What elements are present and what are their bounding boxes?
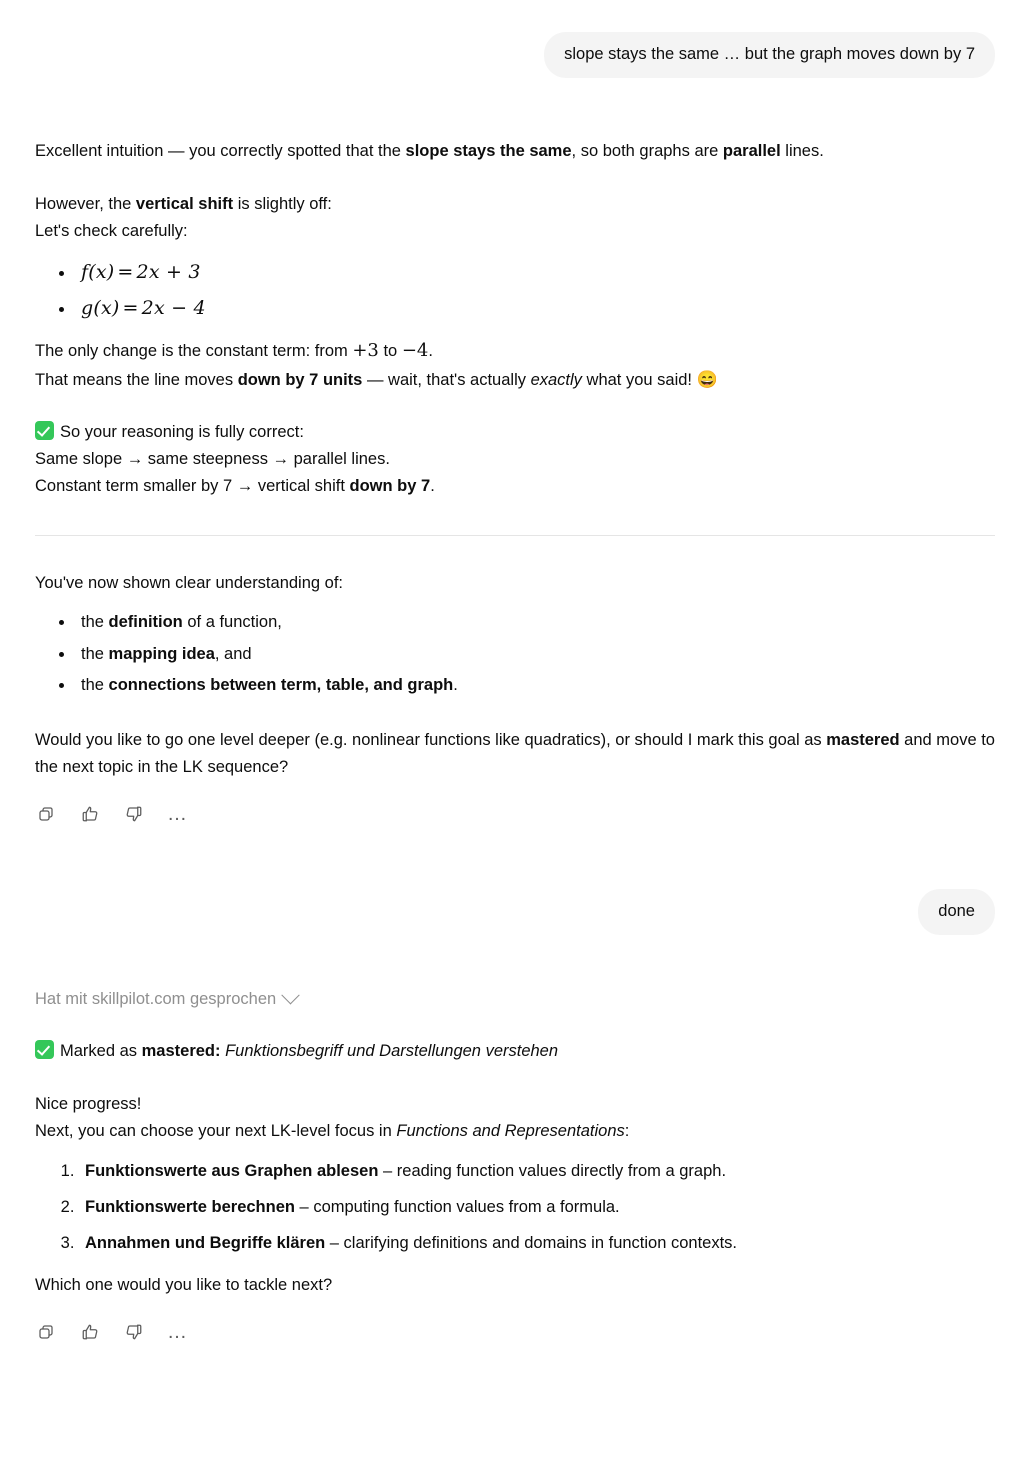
closing-bold: mastered [826, 731, 900, 750]
marked-goal-title: Funktionsbegriff und Darstellungen verstehen [220, 1042, 559, 1061]
means-text-3: what you said! [581, 370, 697, 389]
user-message-bubble[interactable]: slope stays the same … but the graph moves down by 7 [544, 32, 995, 78]
closing-text-1: Would you like to go one level deeper (e.g. nonlinear functions like quadratics), or should I mark this goal as [35, 731, 827, 750]
constant-to-value: −4 [401, 340, 429, 362]
means-bold: down by 7 units [237, 370, 363, 389]
understanding-bold: definition [108, 613, 183, 632]
section-divider [35, 535, 995, 536]
function-list [35, 254, 995, 326]
constant-text-2: to [378, 342, 402, 361]
means-text-2: — wait, that's actually [362, 370, 531, 389]
list-item [75, 670, 995, 701]
next-text-1: Next, you can choose your next LK-level focus in [35, 1121, 397, 1140]
list-item[interactable] [79, 1190, 995, 1226]
conversation-container [35, 0, 995, 1343]
however-text-1: However, the [35, 194, 136, 213]
understanding-pre: the [81, 613, 109, 632]
means-paragraph [35, 366, 995, 394]
constant-shift-line [35, 473, 995, 500]
understanding-bold: mapping idea [108, 644, 215, 663]
intro-bold-parallel: parallel [722, 142, 781, 161]
same-slope-line: Same slope → same steepness → parallel lines. [35, 450, 390, 469]
option-description: – computing function values from a formula. [294, 1198, 620, 1217]
assistant-message-1 [35, 78, 995, 825]
marked-text: Marked as [60, 1042, 142, 1061]
user-message-row [35, 889, 995, 935]
marked-bold: mastered: [141, 1042, 221, 1061]
nice-progress-line: Nice progress! [35, 1095, 142, 1114]
list-item [75, 290, 995, 326]
more-options-icon[interactable]: … [167, 802, 188, 825]
thumbs-down-icon[interactable] [123, 803, 145, 825]
constant-term-paragraph [35, 336, 995, 365]
means-text-1: That means the line moves [35, 370, 238, 389]
user-message-row [35, 32, 995, 78]
list-item [75, 639, 995, 670]
understanding-pre: the [81, 644, 109, 663]
understanding-post: , and [214, 644, 252, 663]
constant-text-1: The only change is the constant term: from [35, 342, 353, 361]
shift-text-1: Constant term smaller by 7 → vertical shift [35, 476, 350, 495]
tool-label: Hat mit skillpilot.com gesprochen [35, 989, 277, 1008]
message-actions-1 [35, 803, 995, 825]
user-message-bubble[interactable]: done [918, 889, 995, 935]
thumbs-up-icon[interactable] [79, 1321, 101, 1343]
intro-text-2: , so both graphs are [571, 142, 723, 161]
option-description: – reading function values directly from a graph. [378, 1162, 727, 1181]
next-focus-line [35, 1118, 995, 1145]
formula-f: f(x) = 2x + 3 [81, 261, 201, 284]
green-check-icon [35, 1040, 54, 1059]
means-italic: exactly [530, 370, 582, 389]
however-bold: vertical shift [135, 194, 234, 213]
understanding-pre: the [81, 675, 109, 694]
marked-mastered-line [35, 1038, 995, 1065]
constant-from-value: +3 [352, 340, 379, 362]
option-title: Annahmen und Begriffe klären [85, 1234, 326, 1253]
thumbs-down-icon[interactable] [123, 1321, 145, 1343]
shift-bold: down by 7 [349, 476, 431, 495]
understanding-intro: You've now shown clear understanding of: [35, 574, 343, 593]
thumbs-up-icon[interactable] [79, 803, 101, 825]
list-item [75, 254, 995, 290]
understanding-list [35, 607, 995, 701]
chevron-down-icon[interactable] [281, 986, 299, 1004]
green-check-icon [35, 421, 54, 440]
next-topic-italic: Functions and Representations [396, 1121, 625, 1140]
copy-icon[interactable] [35, 803, 57, 825]
list-item[interactable] [79, 1154, 995, 1190]
understanding-post: of a function, [182, 613, 282, 632]
copy-icon[interactable] [35, 1321, 57, 1343]
formula-g: g(x) = 2x − 4 [81, 297, 206, 320]
more-options-icon[interactable]: … [167, 1321, 188, 1344]
intro-text-3: lines. [780, 142, 824, 161]
option-description: – clarifying definitions and domains in function contexts. [325, 1234, 738, 1253]
message-actions-2 [35, 1321, 995, 1343]
however-text-2: is slightly off: [233, 194, 332, 213]
closing-question [35, 727, 995, 780]
final-question: Which one would you like to tackle next? [35, 1276, 333, 1295]
tool-disclosure-toggle[interactable] [35, 987, 297, 1013]
shift-text-2: . [430, 476, 435, 495]
check-carefully-line: Let's check carefully: [35, 221, 188, 240]
constant-text-3: . [428, 342, 433, 361]
intro-text-1: Excellent intuition — you correctly spotted that the [35, 142, 406, 161]
option-title: Funktionswerte berechnen [85, 1198, 295, 1217]
understanding-post: . [453, 675, 458, 694]
vertical-shift-paragraph [35, 191, 995, 218]
option-title: Funktionswerte aus Graphen ablesen [85, 1162, 379, 1181]
intro-bold-slope: slope stays the same [405, 142, 572, 161]
reasoning-correct-line [35, 419, 995, 446]
grin-emoji: 😄 [696, 369, 718, 389]
list-item [75, 607, 995, 638]
assistant-message-2 [35, 935, 995, 1343]
closing-text-2: and move to the next topic in the LK sequence? [35, 731, 995, 776]
reasoning-text: So your reasoning is fully correct: [60, 423, 304, 442]
next-options-list [35, 1154, 995, 1262]
understanding-bold: connections between term, table, and graph [108, 675, 454, 694]
intro-paragraph [35, 138, 995, 165]
list-item[interactable] [79, 1226, 995, 1262]
next-text-2: : [624, 1121, 630, 1140]
